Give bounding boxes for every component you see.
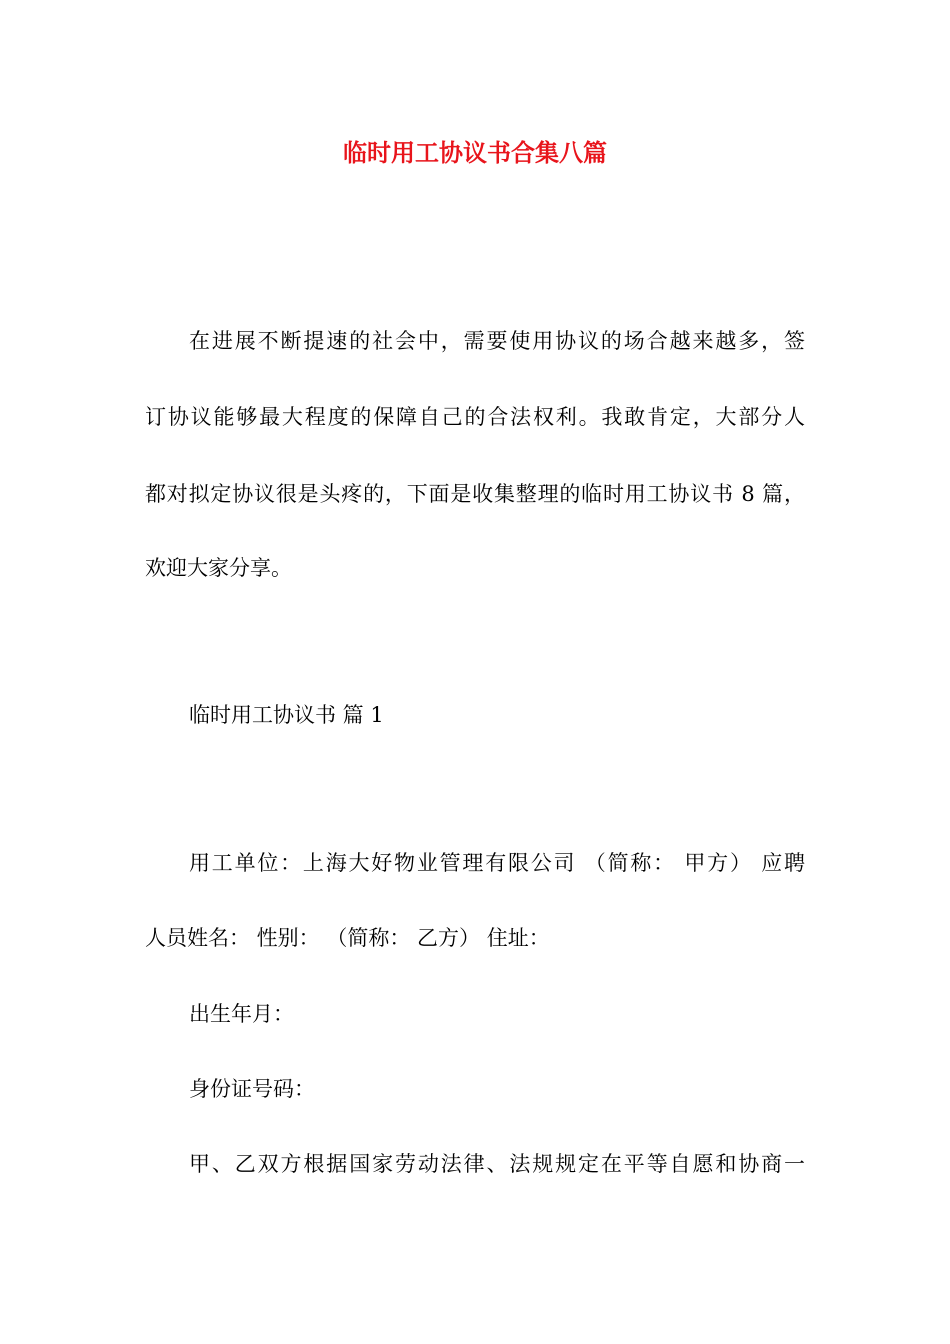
intro-line-4: 欢迎大家分享。 [145,556,292,580]
body-line-4: 身份证号码： [189,1077,315,1101]
section-heading: 临时用工协议书 篇 1 [189,703,384,727]
body-line-2: 人员姓名： 性别： （简称： 乙方） 住址： [145,926,550,950]
intro-line-1: 在进展不断提速的社会中，需要使用协议的场合越来越多，签 [189,329,805,353]
body-line-1: 用工单位：上海大好物业管理有限公司 （简称： 甲方） 应聘 [189,851,805,875]
intro-line-3: 都对拟定协议很是头疼的，下面是收集整理的临时用工协议书 8 篇， [145,482,805,506]
body-line-3: 出生年月： [189,1002,294,1026]
intro-line-2: 订协议能够最大程度的保障自己的合法权利。我敢肯定，大部分人 [145,405,805,429]
body-line-5: 甲、乙双方根据国家劳动法律、法规规定在平等自愿和协商一 [189,1152,805,1176]
document-title: 临时用工协议书合集八篇 [343,138,607,167]
